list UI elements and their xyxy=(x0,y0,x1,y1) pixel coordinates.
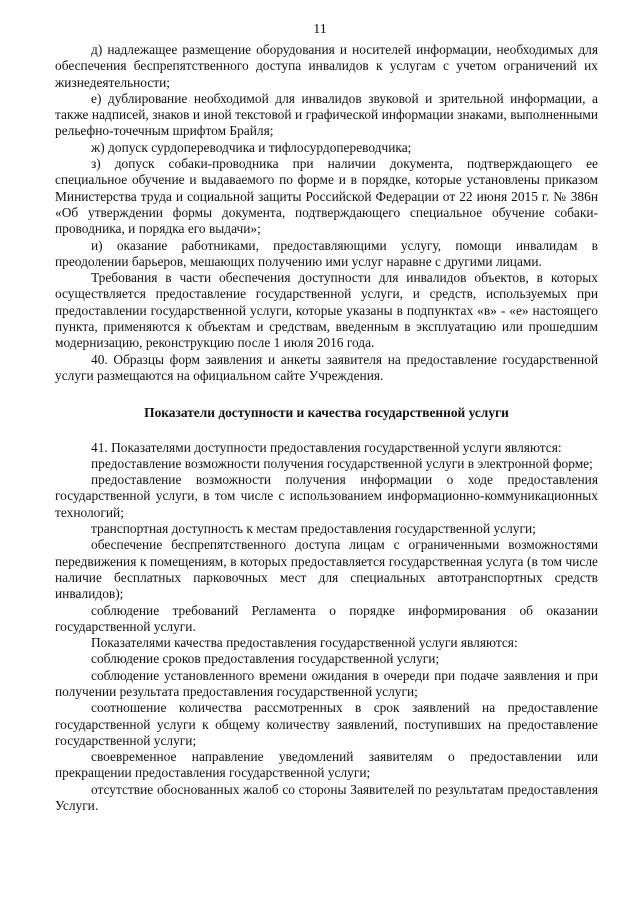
indicator-electronic-form: предоставление возможности получения государственной услуги в электронной форме; xyxy=(91,455,593,471)
document-body xyxy=(55,42,598,814)
quality-deadlines: соблюдение сроков предоставления государственной услуги; xyxy=(91,651,440,667)
paragraph-z: з) допуск собаки-проводника при наличии документа, подтверждающего ее специальное обучение и выдаваемого по форме и в порядке, которые установлены приказом Министерства труда и социальной защиты Российской Федерации от 22 июня 2015 г. № 386н «Об утверждении формы документа, подтверждающего специальное обучение собаки-проводника, и порядка его выдачи»; xyxy=(55,156,598,237)
paragraphs-top xyxy=(55,42,598,384)
section-heading: Показатели доступности и качества государственной услуги xyxy=(144,405,509,421)
paragraph-41: 41. Показателями доступности предоставления государственной услуги являются: xyxy=(91,439,562,455)
quality-ratio: соотношение количества рассмотренных в срок заявлений на предоставление государственной услуги к общему количеству заявлений, поступивших на предоставление государственной услуги; xyxy=(55,700,598,748)
quality-no-complaints: отсутствие обоснованных жалоб со стороны Заявителей по результатам предоставления Услуги. xyxy=(55,781,598,814)
indicator-regulation-compliance: соблюдение требований Регламента о порядке информирования об оказании государственной услуги. xyxy=(55,602,598,634)
paragraph-i: и) оказание работниками, предоставляющими услугу, помощи инвалидам в преодолении барьеров, мешающих получению ими услуг наравне с другими лицами. xyxy=(55,237,598,269)
quality-waiting-time: соблюдение установленного времени ожидания в очереди при подаче заявления и при получении результата предоставления государственной услуги; xyxy=(55,667,598,699)
paragraph-e: е) дублирование необходимой для инвалидов звуковой и зрительной информации, а также надписей, знаков и иной текстовой и графической информации знаками, выполненными рельефно-точечным шрифтом Брайля; xyxy=(55,90,598,139)
paragraph-requirements: Требования в части обеспечения доступности для инвалидов объектов, в которых осуществляется предоставление государственной услуги, и средств, используемых при предоставлении государственной услуги, которые указаны в подпунктах «в» - «е» настоящего пункта, применяются к объектам и средствам, введенным в эксплуатацию или прошедшим модернизацию, реконструкцию после 1 июля 2016 года. xyxy=(55,270,598,351)
paragraph-zh: ж) допуск сурдопереводчика и тифлосурдопереводчика; xyxy=(91,139,412,155)
quality-notifications: своевременное направление уведомлений заявителям о предоставлении или прекращении предоставления государственной услуги; xyxy=(55,749,598,781)
page-number: 11 xyxy=(313,22,327,37)
indicator-barrier-free-access: обеспечение беспрепятственного доступа лицам с ограниченными возможностями передвижения к помещениям, в которых предоставляется государственная услуга (в том числе наличие бесплатных парковочных мест для специальных автотранспортных средств инвалидов); xyxy=(55,537,598,602)
quality-indicators-intro: Показателями качества предоставления государственной услуги являются: xyxy=(91,635,518,651)
paragraph-40: 40. Образцы форм заявления и анкеты заявителя на предоставление государственной услуги размещаются на официальном сайте Учреждения. xyxy=(55,351,598,383)
paragraph-d: д) надлежащее размещение оборудования и носителей информации, необходимых для обеспечения беспрепятственного доступа инвалидов к услугам с учетом ограничений их жизнедеятельности; xyxy=(55,42,598,90)
paragraphs-bottom xyxy=(55,440,598,815)
indicator-transport: транспортная доступность к местам предоставления государственной услуги; xyxy=(91,521,536,537)
indicator-progress-info: предоставление возможности получения информации о ходе предоставления государственной услуги, в том числе с использованием информационно-коммуникационных технологий; xyxy=(55,472,598,520)
